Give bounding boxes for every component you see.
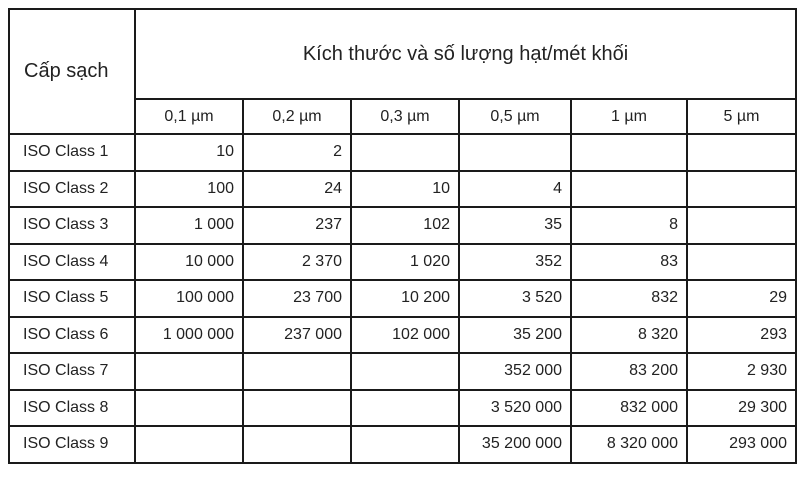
table-row: [9, 353, 796, 390]
table-cell: 237: [243, 207, 351, 244]
table-cell: 8 320: [571, 317, 687, 354]
size-header: 5 µm: [687, 99, 796, 134]
table-cell: [351, 390, 459, 427]
table-cell: 352: [459, 244, 571, 281]
table-cell: 4: [459, 171, 571, 208]
table-cell: 23 700: [243, 280, 351, 317]
table-row: [9, 317, 796, 354]
header-row: [9, 9, 796, 99]
table-cell: 3 520 000: [459, 390, 571, 427]
table-cell: [243, 390, 351, 427]
row-label: ISO Class 7: [9, 353, 135, 390]
size-header: 0,3 µm: [351, 99, 459, 134]
table-cell: 102 000: [351, 317, 459, 354]
table-cell: 24: [243, 171, 351, 208]
table-title: Kích thước và số lượng hạt/mét khối: [135, 9, 796, 99]
row-label: ISO Class 3: [9, 207, 135, 244]
table-row: [9, 244, 796, 281]
table-cell: [571, 171, 687, 208]
table-cell: 293 000: [687, 426, 796, 463]
table-cell: [135, 390, 243, 427]
table-cell: 35 200: [459, 317, 571, 354]
row-label: ISO Class 1: [9, 134, 135, 171]
table-cell: 8 320 000: [571, 426, 687, 463]
table-cell: 1 000 000: [135, 317, 243, 354]
table-row: [9, 171, 796, 208]
size-header: 0,2 µm: [243, 99, 351, 134]
table-cell: 83 200: [571, 353, 687, 390]
table-cell: 1 020: [351, 244, 459, 281]
row-label: ISO Class 5: [9, 280, 135, 317]
table-row: [9, 134, 796, 171]
class-column-header: Cấp sạch: [9, 9, 135, 134]
table-cell: 29: [687, 280, 796, 317]
row-label: ISO Class 9: [9, 426, 135, 463]
table-row: [9, 390, 796, 427]
table-cell: 100 000: [135, 280, 243, 317]
table-cell: [687, 207, 796, 244]
table-cell: [351, 353, 459, 390]
table-cell: 293: [687, 317, 796, 354]
table-cell: [687, 171, 796, 208]
iso-cleanroom-table: [8, 8, 797, 464]
table-cell: [135, 353, 243, 390]
table-cell: [351, 426, 459, 463]
table-row: [9, 426, 796, 463]
table-cell: 832: [571, 280, 687, 317]
row-label: ISO Class 6: [9, 317, 135, 354]
table-cell: 2: [243, 134, 351, 171]
table-cell: 102: [351, 207, 459, 244]
table-cell: 8: [571, 207, 687, 244]
size-header: 1 µm: [571, 99, 687, 134]
table-cell: 352 000: [459, 353, 571, 390]
table-cell: [351, 134, 459, 171]
row-label: ISO Class 2: [9, 171, 135, 208]
table-cell: 10: [351, 171, 459, 208]
table-cell: [243, 353, 351, 390]
table-cell: 29 300: [687, 390, 796, 427]
table-row: [9, 207, 796, 244]
table-cell: 35: [459, 207, 571, 244]
table-cell: 10 200: [351, 280, 459, 317]
table-cell: [571, 134, 687, 171]
table-cell: 35 200 000: [459, 426, 571, 463]
table-cell: 100: [135, 171, 243, 208]
table-cell: 237 000: [243, 317, 351, 354]
table-cell: 1 000: [135, 207, 243, 244]
table-cell: 3 520: [459, 280, 571, 317]
table-cell: [687, 134, 796, 171]
table-row: [9, 280, 796, 317]
row-label: ISO Class 4: [9, 244, 135, 281]
table-cell: [243, 426, 351, 463]
table-cell: [135, 426, 243, 463]
table-cell: 2 930: [687, 353, 796, 390]
table-cell: 10 000: [135, 244, 243, 281]
table-cell: [459, 134, 571, 171]
size-header: 0,1 µm: [135, 99, 243, 134]
table-cell: 10: [135, 134, 243, 171]
table-cell: 2 370: [243, 244, 351, 281]
row-label: ISO Class 8: [9, 390, 135, 427]
table-cell: 832 000: [571, 390, 687, 427]
table-cell: [687, 244, 796, 281]
table-cell: 83: [571, 244, 687, 281]
size-header: 0,5 µm: [459, 99, 571, 134]
